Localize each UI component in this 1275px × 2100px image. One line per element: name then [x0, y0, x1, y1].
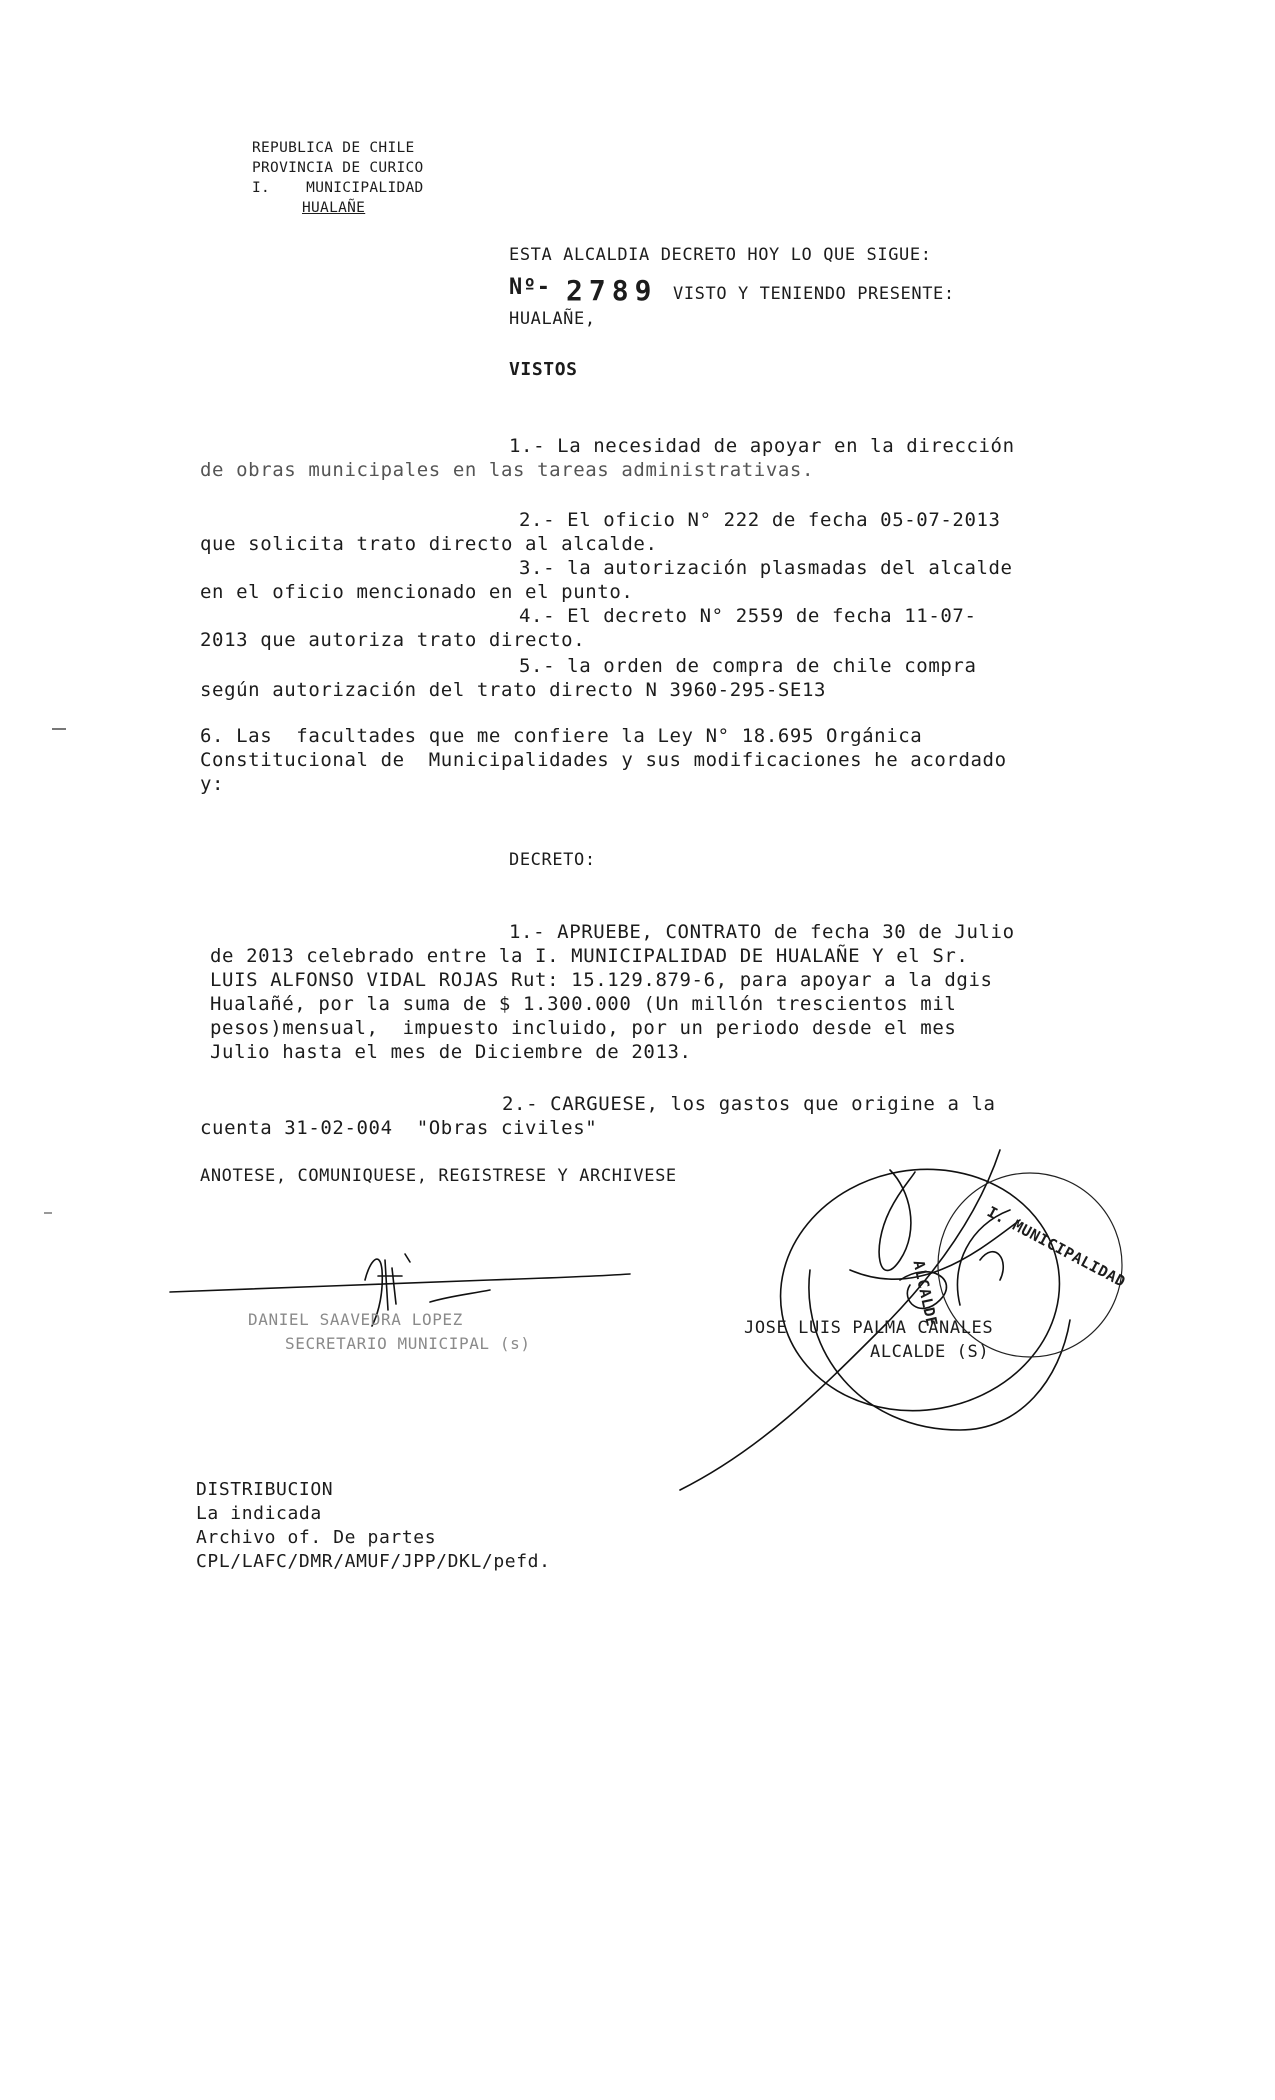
distribution-line2: Archivo of. De partes — [196, 1527, 437, 1548]
visto-5-line2: según autorización del trato directo N 3960-295-SE13 — [200, 679, 827, 701]
decreto-1-line4: Hualañé, por la suma de $ 1.300.000 (Un millón trescientos mil — [210, 993, 957, 1015]
decreto-2-line2: cuenta 31-02-004 "Obras civiles" — [200, 1117, 598, 1139]
visto-line: VISTO Y TENIENDO PRESENTE: — [673, 284, 955, 304]
secretary-title: SECRETARIO MUNICIPAL (s) — [285, 1334, 531, 1353]
decree-number-prefix: Nº- — [509, 275, 551, 300]
visto-1-line1: 1.- La necesidad de apoyar en la dirección — [509, 435, 1015, 457]
scan-mark — [52, 728, 66, 730]
visto-6-line2: Constitucional de Municipalidades y sus modificaciones he acordado — [200, 749, 1007, 771]
decreto-1-line2: de 2013 celebrado entre la I. MUNICIPALIDAD DE HUALAÑE Y el Sr. — [210, 945, 969, 967]
closing-line: ANOTESE, COMUNIQUESE, REGISTRESE Y ARCHIVESE — [200, 1166, 677, 1186]
decreto-2-line1: 2.- CARGUESE, los gastos que origine a la — [502, 1093, 996, 1115]
distribution-line3: CPL/LAFC/DMR/AMUF/JPP/DKL/pefd. — [196, 1551, 551, 1572]
mayor-title: ALCALDE (S) — [870, 1342, 990, 1362]
mayor-name: JOSE LUIS PALMA CANALES — [744, 1318, 994, 1338]
visto-3-line1: 3.- la autorización plasmadas del alcalde — [519, 557, 1013, 579]
place-line: HUALAÑE, — [509, 309, 596, 329]
vistos-heading: VISTOS — [509, 359, 578, 380]
visto-4-line1: 4.- El decreto N° 2559 de fecha 11-07- — [519, 605, 977, 627]
decreto-heading: DECRETO: — [509, 850, 596, 870]
header-municipality: I. MUNICIPALIDAD — [252, 180, 424, 196]
decreto-1-line3: LUIS ALFONSO VIDAL ROJAS Rut: 15.129.879-6, para apoyar a la dgis — [210, 969, 993, 991]
decree-number: 2789 — [566, 274, 658, 307]
visto-4-line2: 2013 que autoriza trato directo. — [200, 629, 586, 651]
visto-6-line1: 6. Las facultades que me confiere la Ley N° 18.695 Orgánica — [200, 725, 923, 747]
visto-1-line2: de obras municipales en las tareas administrativas. — [200, 459, 814, 481]
distribution-line1: La indicada — [196, 1503, 322, 1524]
visto-6-line3: y: — [200, 773, 225, 795]
visto-5-line1: 5.- la orden de compra de chile compra — [519, 655, 977, 677]
decreto-1-line1: 1.- APRUEBE, CONTRATO de fecha 30 de Julio — [509, 921, 1015, 943]
stamp-text: I. MUNICIPALIDAD — [984, 1202, 1129, 1291]
visto-2-line2: que solicita trato directo al alcalde. — [200, 533, 658, 555]
decree-intro: ESTA ALCALDIA DECRETO HOY LO QUE SIGUE: — [509, 245, 932, 265]
visto-2-line1: 2.- El oficio N° 222 de fecha 05-07-2013 — [519, 509, 1001, 531]
visto-3-line2: en el oficio mencionado en el punto. — [200, 581, 634, 603]
header-republic: REPUBLICA DE CHILE — [252, 140, 415, 156]
header-commune: HUALAÑE — [302, 200, 366, 216]
secretary-name: DANIEL SAAVEDRA LOPEZ — [248, 1310, 463, 1329]
stamp-text-lower: ALCALDE — [909, 1258, 942, 1329]
decreto-1-line6: Julio hasta el mes de Diciembre de 2013. — [210, 1041, 692, 1063]
distribution-heading: DISTRIBUCION — [196, 1479, 334, 1500]
header-province: PROVINCIA DE CURICO — [252, 160, 424, 176]
decreto-1-line5: pesos)mensual, impuesto incluido, por un periodo desde el mes — [210, 1017, 957, 1039]
scan-mark — [44, 1212, 52, 1214]
